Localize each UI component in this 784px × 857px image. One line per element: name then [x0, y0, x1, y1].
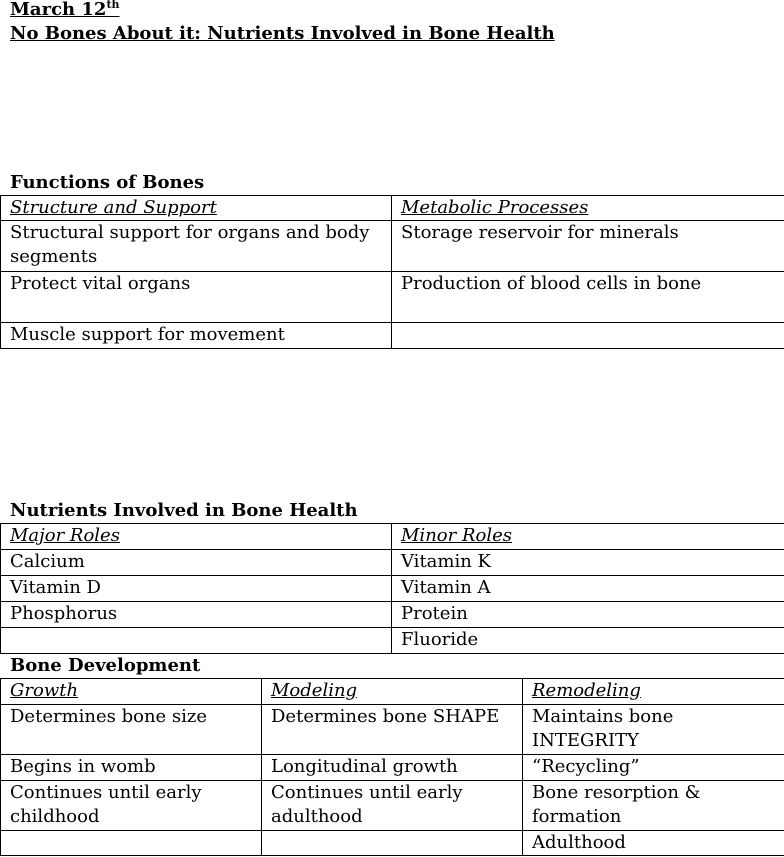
column-header: Major Roles	[1, 524, 392, 550]
table-header-row	[1, 524, 784, 550]
date-text: March 12	[10, 0, 107, 20]
table-cell: Determines bone SHAPE	[262, 705, 523, 755]
column-header: Metabolic Processes	[392, 196, 784, 221]
column-header: Remodeling	[523, 679, 784, 705]
table-cell: Adulthood	[523, 831, 784, 856]
table-cell: Production of blood cells in bone	[392, 272, 784, 323]
column-header: Structure and Support	[1, 196, 392, 221]
table-cell: Protein	[392, 602, 784, 628]
table-cell: Vitamin K	[392, 550, 784, 576]
table-cell: “Recycling”	[523, 755, 784, 781]
table-header-row	[1, 679, 784, 705]
table-cell: Determines bone size	[1, 705, 262, 755]
table-row	[1, 705, 784, 755]
table-row	[1, 272, 784, 323]
table-row	[1, 831, 784, 856]
table-row	[1, 221, 784, 272]
table-row	[1, 323, 784, 349]
table-cell: Calcium	[1, 550, 392, 576]
functions-table	[0, 195, 784, 349]
table-row	[1, 755, 784, 781]
table-cell	[1, 831, 262, 856]
table-cell: Storage reservoir for minerals	[392, 221, 784, 272]
table-cell: Begins in womb	[1, 755, 262, 781]
nutrients-heading: Nutrients Involved in Bone Health	[10, 500, 358, 521]
table-cell: Phosphorus	[1, 602, 392, 628]
table-cell: Maintains bone INTEGRITY	[523, 705, 784, 755]
table-cell: Fluoride	[392, 628, 784, 654]
table-cell	[392, 323, 784, 349]
table-cell: Bone resorption & formation	[523, 781, 784, 831]
table-cell	[1, 628, 392, 654]
table-cell: Longitudinal growth	[262, 755, 523, 781]
table-cell: Continues until early adulthood	[262, 781, 523, 831]
table-cell	[262, 831, 523, 856]
development-heading: Bone Development	[10, 655, 201, 676]
column-header: Modeling	[262, 679, 523, 705]
table-cell: Continues until early childhood	[1, 781, 262, 831]
page-title: No Bones About it: Nutrients Involved in Bone Health	[10, 23, 555, 44]
date-suffix: th	[106, 0, 120, 11]
table-row	[1, 550, 784, 576]
development-table	[0, 678, 784, 856]
nutrients-table	[0, 523, 784, 654]
table-cell: Protect vital organs	[1, 272, 392, 323]
table-row	[1, 576, 784, 602]
column-header: Minor Roles	[392, 524, 784, 550]
table-cell: Vitamin D	[1, 576, 392, 602]
table-cell: Muscle support for movement	[1, 323, 392, 349]
page-date	[10, 0, 120, 22]
functions-heading: Functions of Bones	[10, 172, 205, 193]
table-cell: Structural support for organs and body segments	[1, 221, 392, 272]
column-header: Growth	[1, 679, 262, 705]
table-row	[1, 602, 784, 628]
table-header-row	[1, 196, 784, 221]
table-row	[1, 628, 784, 654]
table-cell: Vitamin A	[392, 576, 784, 602]
table-row	[1, 781, 784, 831]
